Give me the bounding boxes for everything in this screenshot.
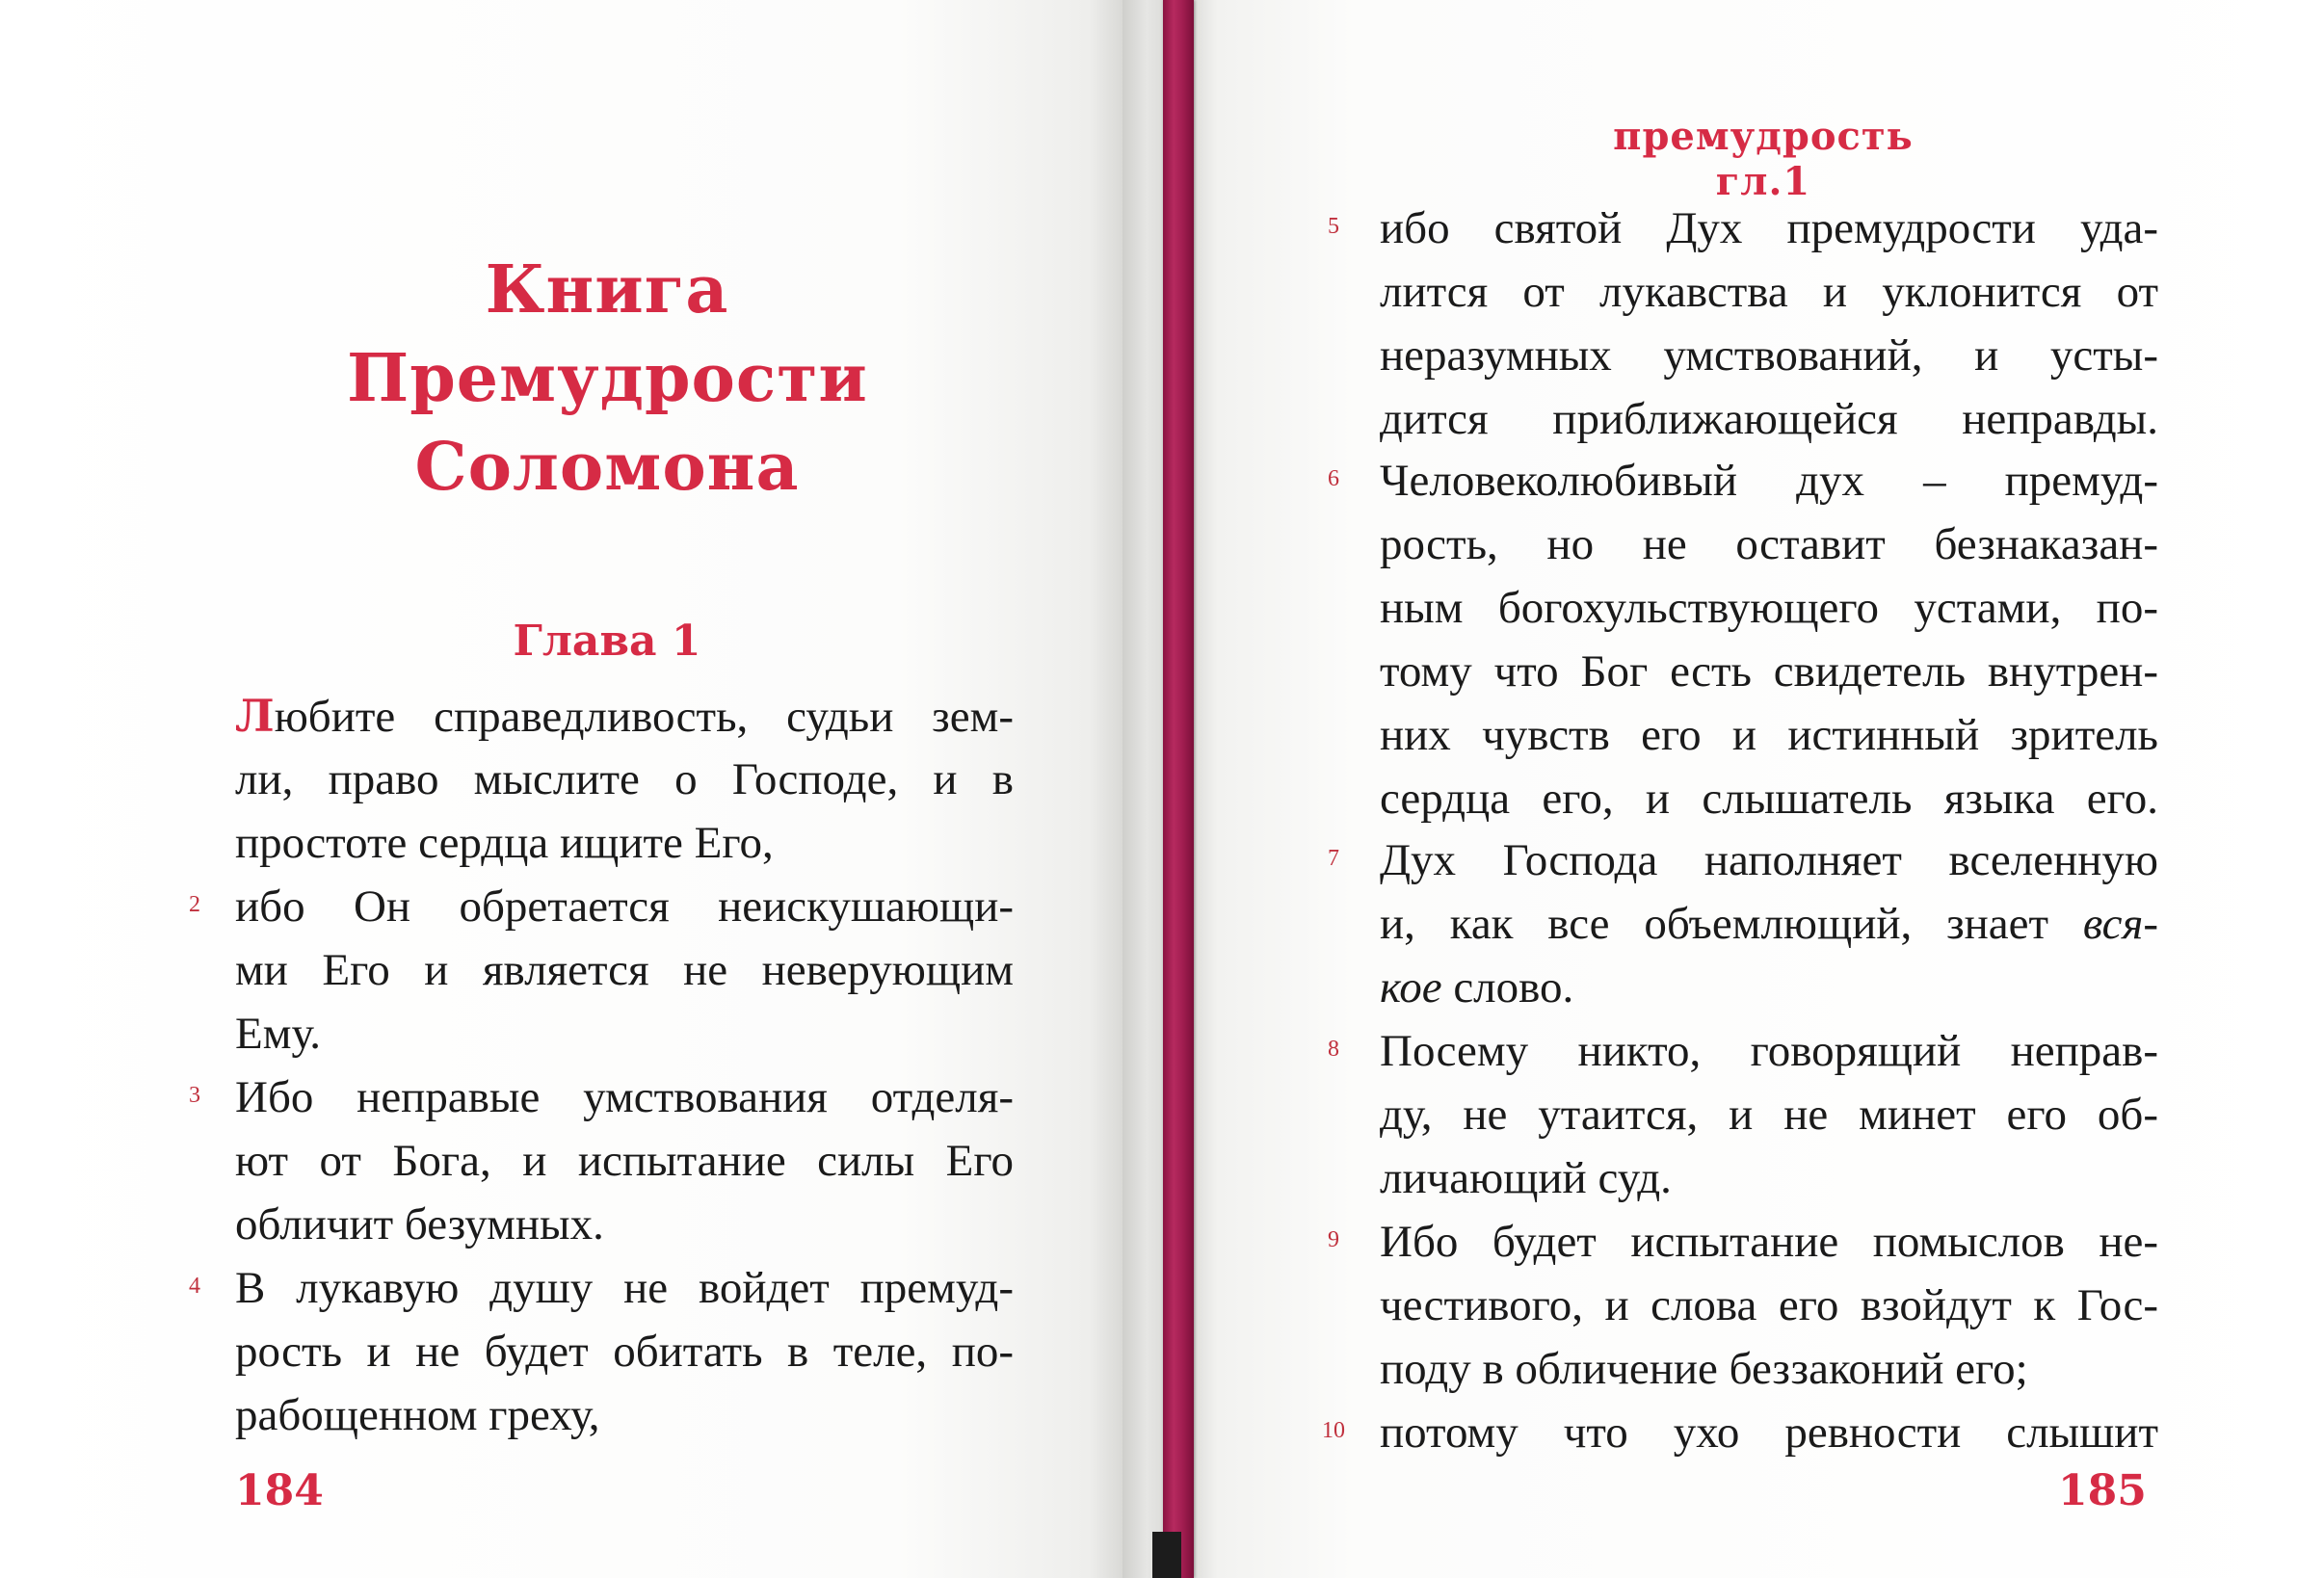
verse-line: дится приближающейся неправды. (1380, 394, 2158, 444)
verse-line: поду в обличение беззаконий его; (1380, 1344, 2028, 1394)
chapter-heading: Глава 1 (513, 617, 701, 666)
ribbon-end (1152, 1532, 1181, 1578)
verse-line: Посему никто, говорящий неправ- (1380, 1026, 2158, 1076)
bookmark-ribbon[interactable] (1163, 0, 1194, 1578)
title-line: Книга (485, 251, 729, 329)
italic-word: вся- (2082, 899, 2158, 949)
verse-line: Ему. (235, 1009, 321, 1059)
running-header: премудрость гл.1 (1613, 114, 1914, 204)
verse-line: ибо Он обретается неискушающи- (235, 881, 1014, 932)
verse-line: обличит безумных. (235, 1199, 604, 1249)
title-line: Соломона (414, 429, 800, 506)
verse-line: них чувств его и истинный зритель (1380, 710, 2158, 760)
verse-number: 4 (189, 1274, 200, 1299)
drop-cap: Л (235, 690, 275, 742)
verse-line: простоте сердца ищите Его, (235, 818, 774, 868)
verse-line: потому что ухо ревности слышит (1380, 1407, 2158, 1458)
verse-number: 10 (1322, 1418, 1345, 1443)
verse-line: ду, не утаится, и не минет его об- (1380, 1090, 2158, 1140)
verse-line: лится от лукавства и уклонится от (1380, 267, 2158, 317)
verse-line: тому что Бог есть свидетель внутрен- (1380, 646, 2158, 697)
italic-word: кое (1380, 962, 1442, 1013)
verse-line: ют от Бога, и испытание силы Его (235, 1136, 1014, 1186)
verse-line: ибо святой Дух премудрости уда- (1380, 203, 2158, 253)
verse-line: сердца его, и слышатель языка его. (1380, 774, 2158, 824)
verse-line: ли, право мыслите о Господе, и в (235, 754, 1014, 804)
verse-line: Дух Господа наполняет вселенную (1380, 835, 2158, 885)
verse-number: 3 (189, 1083, 200, 1108)
page-number-right: 185 (2058, 1466, 2147, 1515)
verse-line: ми Его и является не неверующим (235, 945, 1014, 995)
verse-line: Человеколюбивый дух – премуд- (1380, 456, 2158, 506)
verse-line: Ибо будет испытание помыслов не- (1380, 1217, 2158, 1267)
verse-number: 6 (1328, 466, 1339, 491)
verse-line: честивого, и слова его взойдут к Гос- (1380, 1280, 2158, 1330)
verse-line: рость, но не оставит безнаказан- (1380, 519, 2158, 569)
verse-line: рабощенном греху, (235, 1390, 600, 1440)
title-line: Премудрости (347, 340, 868, 417)
verse-line: Ибо неправые умствования отделя- (235, 1072, 1014, 1122)
verse-line: ным богохульствующего устами, по- (1380, 583, 2158, 633)
verse-line: личающий суд. (1380, 1153, 1672, 1203)
book-title (347, 246, 867, 512)
verse-line: В лукавую душу не войдет премуд- (235, 1263, 1014, 1313)
verse-line: кое слово. (1380, 962, 1574, 1013)
verse-number: 2 (189, 892, 200, 917)
verse-line: рость и не будет обитать в теле, по- (235, 1327, 1014, 1377)
verse-line: и, как все объемлющий, знает вся- (1380, 899, 2158, 949)
verse-number: 5 (1328, 214, 1339, 239)
page-number-left: 184 (235, 1466, 324, 1515)
verse-number: 9 (1328, 1227, 1339, 1252)
verse-line: неразумных умствований, и усты- (1380, 330, 2158, 381)
verse-line: Любите справедливость, судьи зем- (235, 690, 1014, 742)
verse-number: 8 (1328, 1037, 1339, 1062)
verse-number: 7 (1328, 846, 1339, 871)
